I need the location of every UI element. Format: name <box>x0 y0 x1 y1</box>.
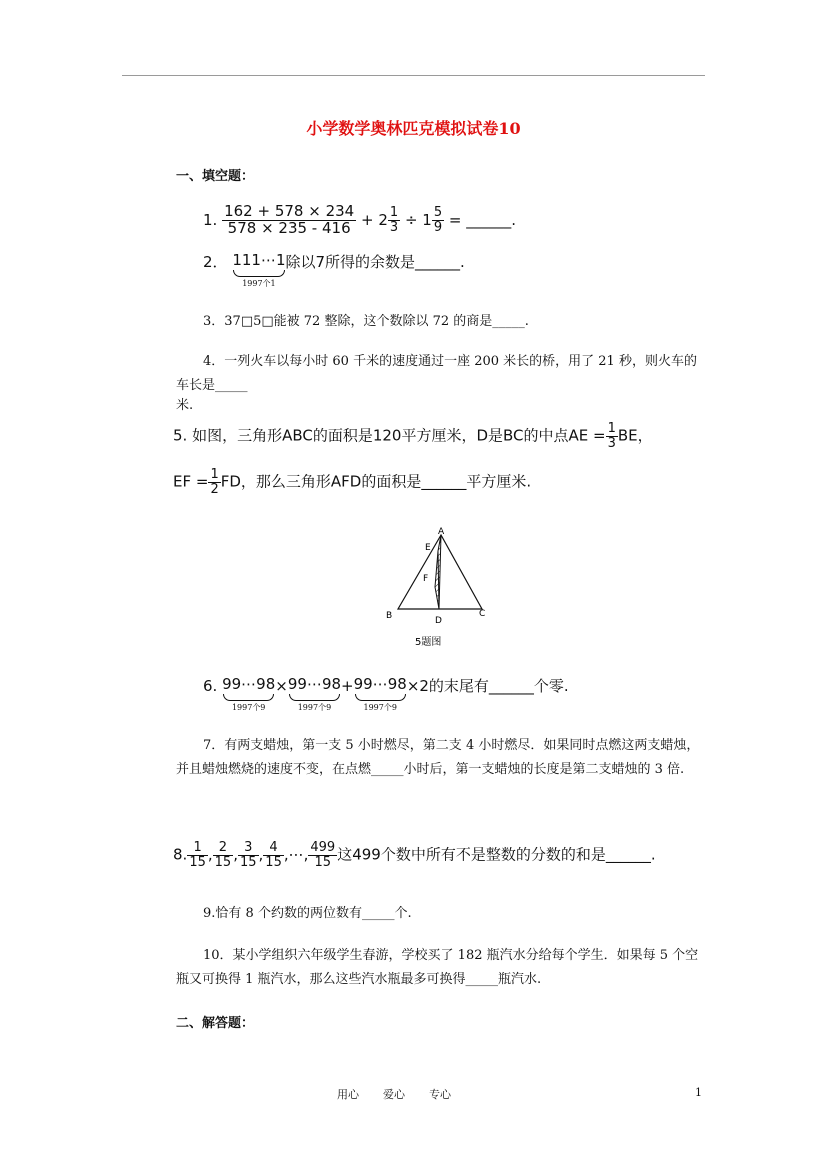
repeated-digits: 99⋯98 <box>353 675 407 693</box>
fraction-denominator: 9 <box>433 219 443 235</box>
fraction-denominator: 2 <box>210 481 219 497</box>
fraction-denominator: 15 <box>214 854 232 870</box>
header-rule <box>122 75 705 76</box>
fraction-ae <box>606 422 618 450</box>
fraction-denominator: 3 <box>607 435 616 451</box>
repeated-digits: 99⋯98 <box>222 675 276 693</box>
brace-shape <box>289 694 340 701</box>
fraction-numerator: 4 <box>263 841 284 856</box>
operator-text: + 2 <box>360 210 388 229</box>
operator-text: ÷ 1 <box>404 210 432 229</box>
question-text: 这499个数中所有不是整数的分数的和是______. <box>337 845 656 864</box>
underbrace-group <box>288 675 341 713</box>
operator-text: × <box>275 677 288 695</box>
label-b: B <box>386 611 393 621</box>
separator: , <box>207 845 213 864</box>
page-number: 1 <box>695 1086 702 1099</box>
question-2 <box>203 251 465 289</box>
footer-text <box>337 1086 475 1102</box>
footer-item: 爱心 <box>383 1088 405 1101</box>
fraction-numerator: 1 <box>389 205 399 221</box>
fraction-numerator: 5 <box>433 205 443 221</box>
question-5-line1 <box>173 422 653 450</box>
footer-item: 专心 <box>429 1088 451 1101</box>
brace-shape <box>223 694 274 701</box>
label-a: A <box>438 527 445 537</box>
question-text: EF = <box>173 472 209 491</box>
question-4-unit: 米. <box>176 398 194 413</box>
question-text: 除以7所得的余数是______. <box>285 253 465 271</box>
fraction-4 <box>263 841 284 869</box>
question-5-line2 <box>173 468 531 496</box>
fraction-denominator: 15 <box>314 854 332 870</box>
fraction-a <box>388 206 400 234</box>
question-text: ×2的末尾有______个零. <box>406 677 569 695</box>
label-c: C <box>479 609 486 619</box>
footer-item: 用心 <box>337 1088 359 1101</box>
question-6 <box>203 675 569 713</box>
fraction-499 <box>308 841 337 869</box>
underbrace-group <box>222 675 275 713</box>
fraction-3 <box>238 841 259 869</box>
separator: , <box>233 845 238 864</box>
answer-blank: = ______. <box>448 210 516 229</box>
brace-count: 1997个1 <box>242 279 276 288</box>
fraction-denominator: 3 <box>389 219 399 235</box>
fraction-numerator: 499 <box>310 840 336 855</box>
brace-count: 1997个9 <box>363 703 397 712</box>
brace-count: 1997个9 <box>297 703 332 712</box>
question-number: 1. <box>203 210 218 229</box>
underbrace-group <box>232 251 285 289</box>
underbrace-group <box>354 675 407 713</box>
label-f: F <box>423 574 429 584</box>
fraction-ef <box>208 468 220 496</box>
fraction-numerator: 1 <box>187 841 208 856</box>
label-d: D <box>435 616 442 626</box>
section-heading-answer: 二、解答题： <box>176 1016 255 1031</box>
question-text: BE， <box>617 426 653 445</box>
question-1 <box>203 204 516 237</box>
question-9: 9.恰有 8 个约数的两位数有_____个. <box>203 906 412 921</box>
fraction-numerator: 162 + 578 × 234 <box>224 202 355 220</box>
fraction-main <box>222 204 356 237</box>
fraction-numerator: 1 <box>210 467 219 482</box>
question-10: 10．某小学组织六年级学生春游，学校买了 182 瓶汽水分给每个学生．如果每 5 个空瓶又可换得 1 瓶汽水，那么这些汽水瓶最多可换得_____瓶汽水. <box>176 948 699 987</box>
question-number: 6. <box>203 677 218 695</box>
fraction-2 <box>213 841 234 869</box>
figure-caption: 5题图 <box>415 637 442 648</box>
question-number: 8. <box>173 845 188 864</box>
brace-count: 1997个9 <box>231 703 266 712</box>
operator-text: + <box>341 677 354 695</box>
fraction-denominator: 15 <box>239 854 257 870</box>
repeated-digits: 111⋯1 <box>232 251 286 269</box>
question-number: 2． <box>203 253 228 271</box>
repeated-digits: 99⋯98 <box>287 675 342 693</box>
question-text: FD，那么三角形AFD的面积是______平方厘米. <box>220 472 532 491</box>
question-8 <box>173 841 656 869</box>
fraction-denominator: 15 <box>265 854 282 870</box>
fraction-numerator: 1 <box>607 421 616 436</box>
ellipsis: ,⋯, <box>283 845 309 864</box>
brace-shape <box>233 270 284 277</box>
fraction-numerator: 3 <box>238 841 259 856</box>
question-7: 7．有两支蜡烛，第一支 5 小时燃尽，第二支 4 小时燃尽．如果同时点燃这两支蜡烛，并且蜡烛燃烧的速度不变，在点燃_____小时后，第一支蜡烛的长度是第二支蜡烛的 3 倍. <box>176 738 700 777</box>
brace-shape <box>355 694 406 701</box>
fraction-denominator: 15 <box>189 854 206 870</box>
triangle-figure <box>378 525 498 653</box>
question-3: 3．37□5□能被 72 整除，这个数除以 72 的商是_____. <box>203 314 529 329</box>
page-title: 小学数学奥林匹克模拟试卷10 <box>306 119 521 138</box>
separator: , <box>258 845 264 864</box>
label-e: E <box>425 543 431 553</box>
question-4: 4．一列火车以每小时 60 千米的速度通过一座 200 米长的桥，用了 21 秒，则火车的车长是_____ <box>176 354 697 393</box>
fraction-b <box>432 206 444 234</box>
fraction-denominator: 578 × 235 - 416 <box>227 218 351 237</box>
fraction-1 <box>187 841 208 869</box>
section-heading-fill-blank: 一、填空题： <box>176 169 255 184</box>
fraction-numerator: 2 <box>213 841 234 856</box>
question-text: 5. 如图，三角形ABC的面积是120平方厘米，D是BC的中点AE = <box>173 426 606 445</box>
